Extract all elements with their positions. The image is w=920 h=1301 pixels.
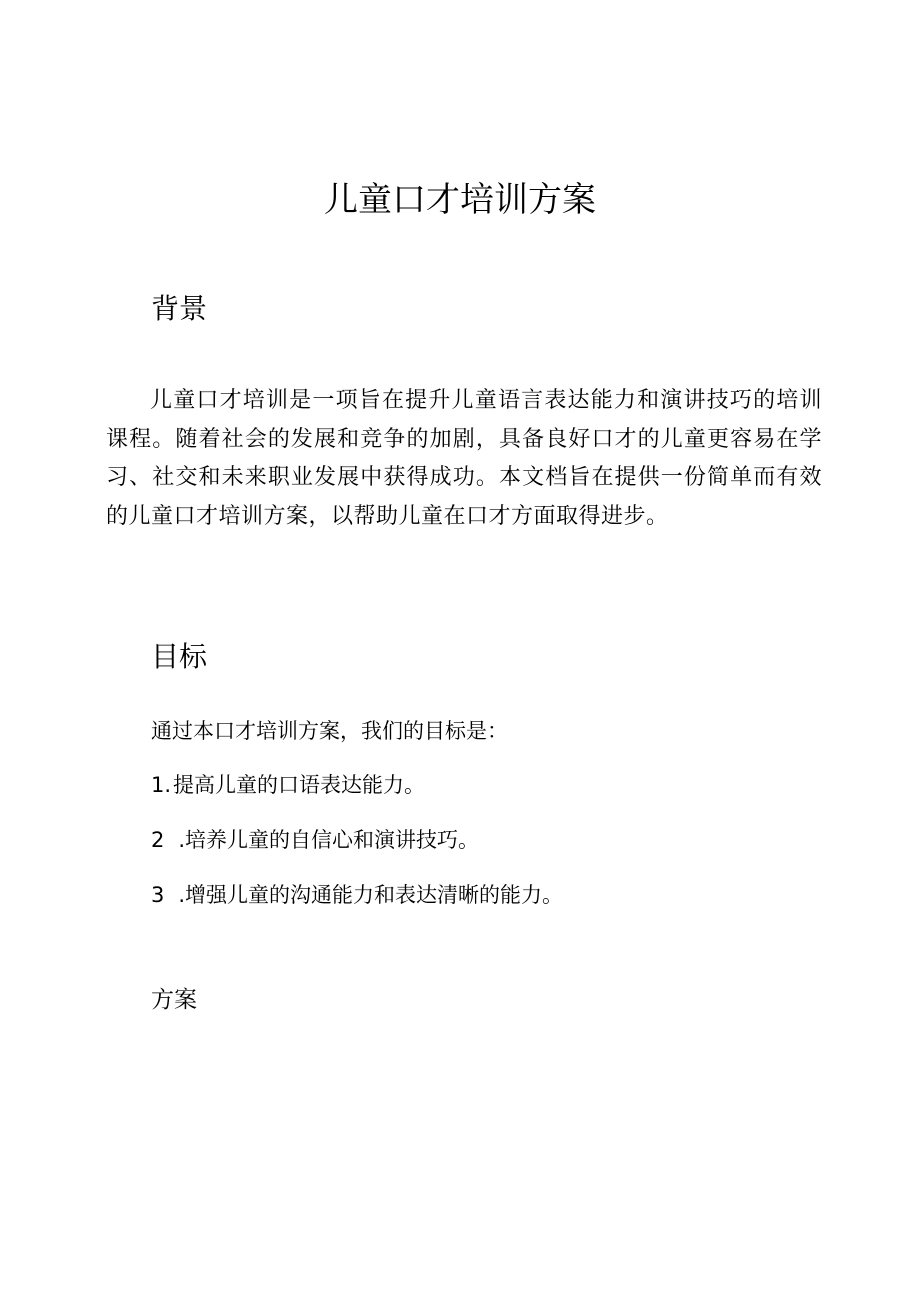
section-heading-plan: 方案 [151,987,197,1013]
goal-text: 提高儿童的口语表达能力。 [173,773,426,797]
goal-item-2 [151,824,563,856]
goals-list [151,769,563,934]
goal-number: 1. [151,773,172,797]
goal-number: 3 [151,883,165,907]
goal-number: 2 [151,828,165,852]
background-paragraph: 儿童口才培训是一项旨在提升儿童语言表达能力和演讲技巧的培训课程。随着社会的发展和竞争的加剧，具备良好口才的儿童更容易在学习、社交和未来职业发展中获得成功。本文档旨在提供一份简单而有效的儿童口才培训方案，以帮助儿童在口才方面取得进步。 [106,388,822,529]
goal-text: .增强儿童的沟通能力和表达清晰的能力。 [178,883,564,907]
goal-item-1 [151,769,563,801]
goal-item-3 [151,879,563,911]
section-heading-goals: 目标 [151,640,208,673]
document-title: 儿童口才培训方案 [324,180,596,220]
goal-text: .培养儿童的自信心和演讲技巧。 [178,828,480,852]
section-heading-background: 背景 [151,292,208,325]
goals-intro: 通过本口才培训方案，我们的目标是： [151,719,508,743]
